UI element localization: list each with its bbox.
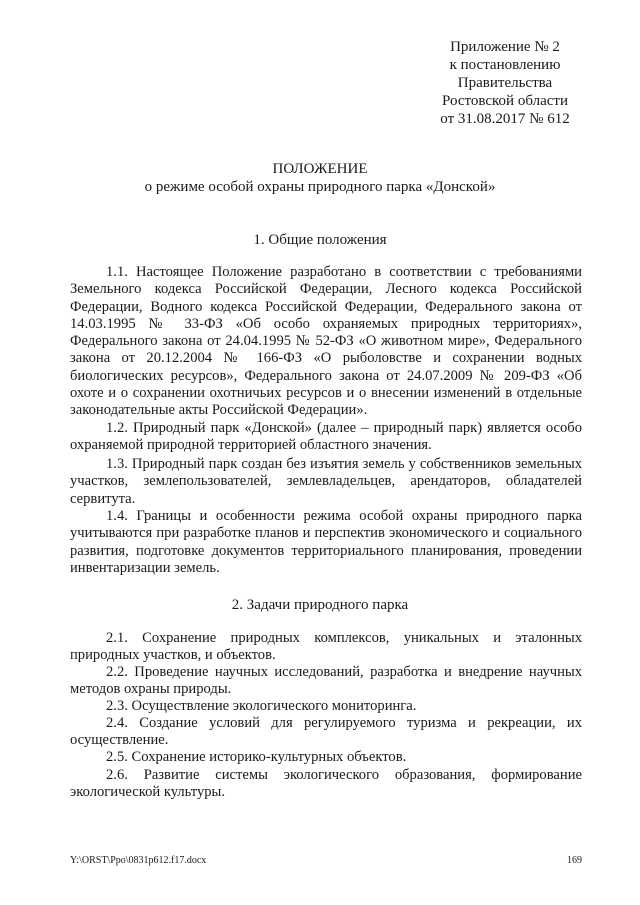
paragraph-1-2: 1.2. Природный парк «Донской» (далее – природный парк) является особо охраняемой природной территорией областного значения. [70, 420, 582, 454]
paragraph-2-5: 2.5. Сохранение историко-культурных объектов. [106, 749, 407, 765]
footer-file-path: Y:\ORST\Ppo\0831p612.f17.docx [70, 855, 207, 866]
paragraph-1-4: 1.4. Границы и особенности режима особой охраны природного парка учитываются при разработке планов и перспектив экономического и социального развития, подготовке документов территориального планирования, проведении инвентаризации земель. [70, 508, 582, 576]
document-title [60, 160, 580, 196]
appendix-line: Приложение № 2 [450, 39, 560, 55]
appendix-line: Ростовской области [442, 93, 568, 109]
appendix-block [420, 38, 590, 128]
section-heading-2: 2. Задачи природного парка [231, 597, 409, 613]
paragraph-2-3: 2.3. Осуществление экологического мониторинга. [106, 698, 417, 714]
subtitle-line: о режиме особой охраны природного парка «Донской» [144, 179, 496, 195]
paragraph-2-2: 2.2. Проведение научных исследований, разработка и внедрение научных методов охраны природы. [70, 664, 582, 698]
paragraph-2-6: 2.6. Развитие системы экологического образования, формирование экологической культуры. [70, 767, 582, 801]
paragraph-2-1: 2.1. Сохранение природных комплексов, уникальных и эталонных природных участков, и объектов. [70, 630, 582, 664]
paragraph-1-1: 1.1. Настоящее Положение разработано в соответствии с требованиями Земельного кодекса Российской Федерации, Лесного кодекса Российской Федерации, Водного кодекса Российской Федерации, Федерального закона от 14.03.1995 № 33-ФЗ «Об особо охраняемых природных территориях», Федерального закона от 24.04.1995 № 52-ФЗ «О животном мире», Федерального закона от 20.12.2004 № 166-ФЗ «О рыболовстве и сохранении водных биологических ресурсов», Федерального закона от 24.07.2009 № 209-ФЗ «Об охоте и о сохранении охотничьих ресурсов и о внесении изменений в отдельные законодательные акты Российской Федерации». [70, 264, 582, 419]
paragraph-1-3: 1.3. Природный парк создан без изъятия земель у собственников земельных участков, землепользователей, землевладельцев, арендаторов, обладателей сервитута. [70, 456, 582, 507]
title-line: ПОЛОЖЕНИЕ [272, 161, 368, 177]
section-heading-1: 1. Общие положения [253, 232, 387, 248]
paragraph-2-4: 2.4. Создание условий для регулируемого туризма и рекреации, их осуществление. [70, 715, 582, 749]
appendix-line: от 31.08.2017 № 612 [440, 111, 570, 127]
page-number: 169 [567, 855, 582, 866]
appendix-line: Правительства [457, 75, 553, 91]
appendix-line: к постановлению [449, 57, 561, 73]
